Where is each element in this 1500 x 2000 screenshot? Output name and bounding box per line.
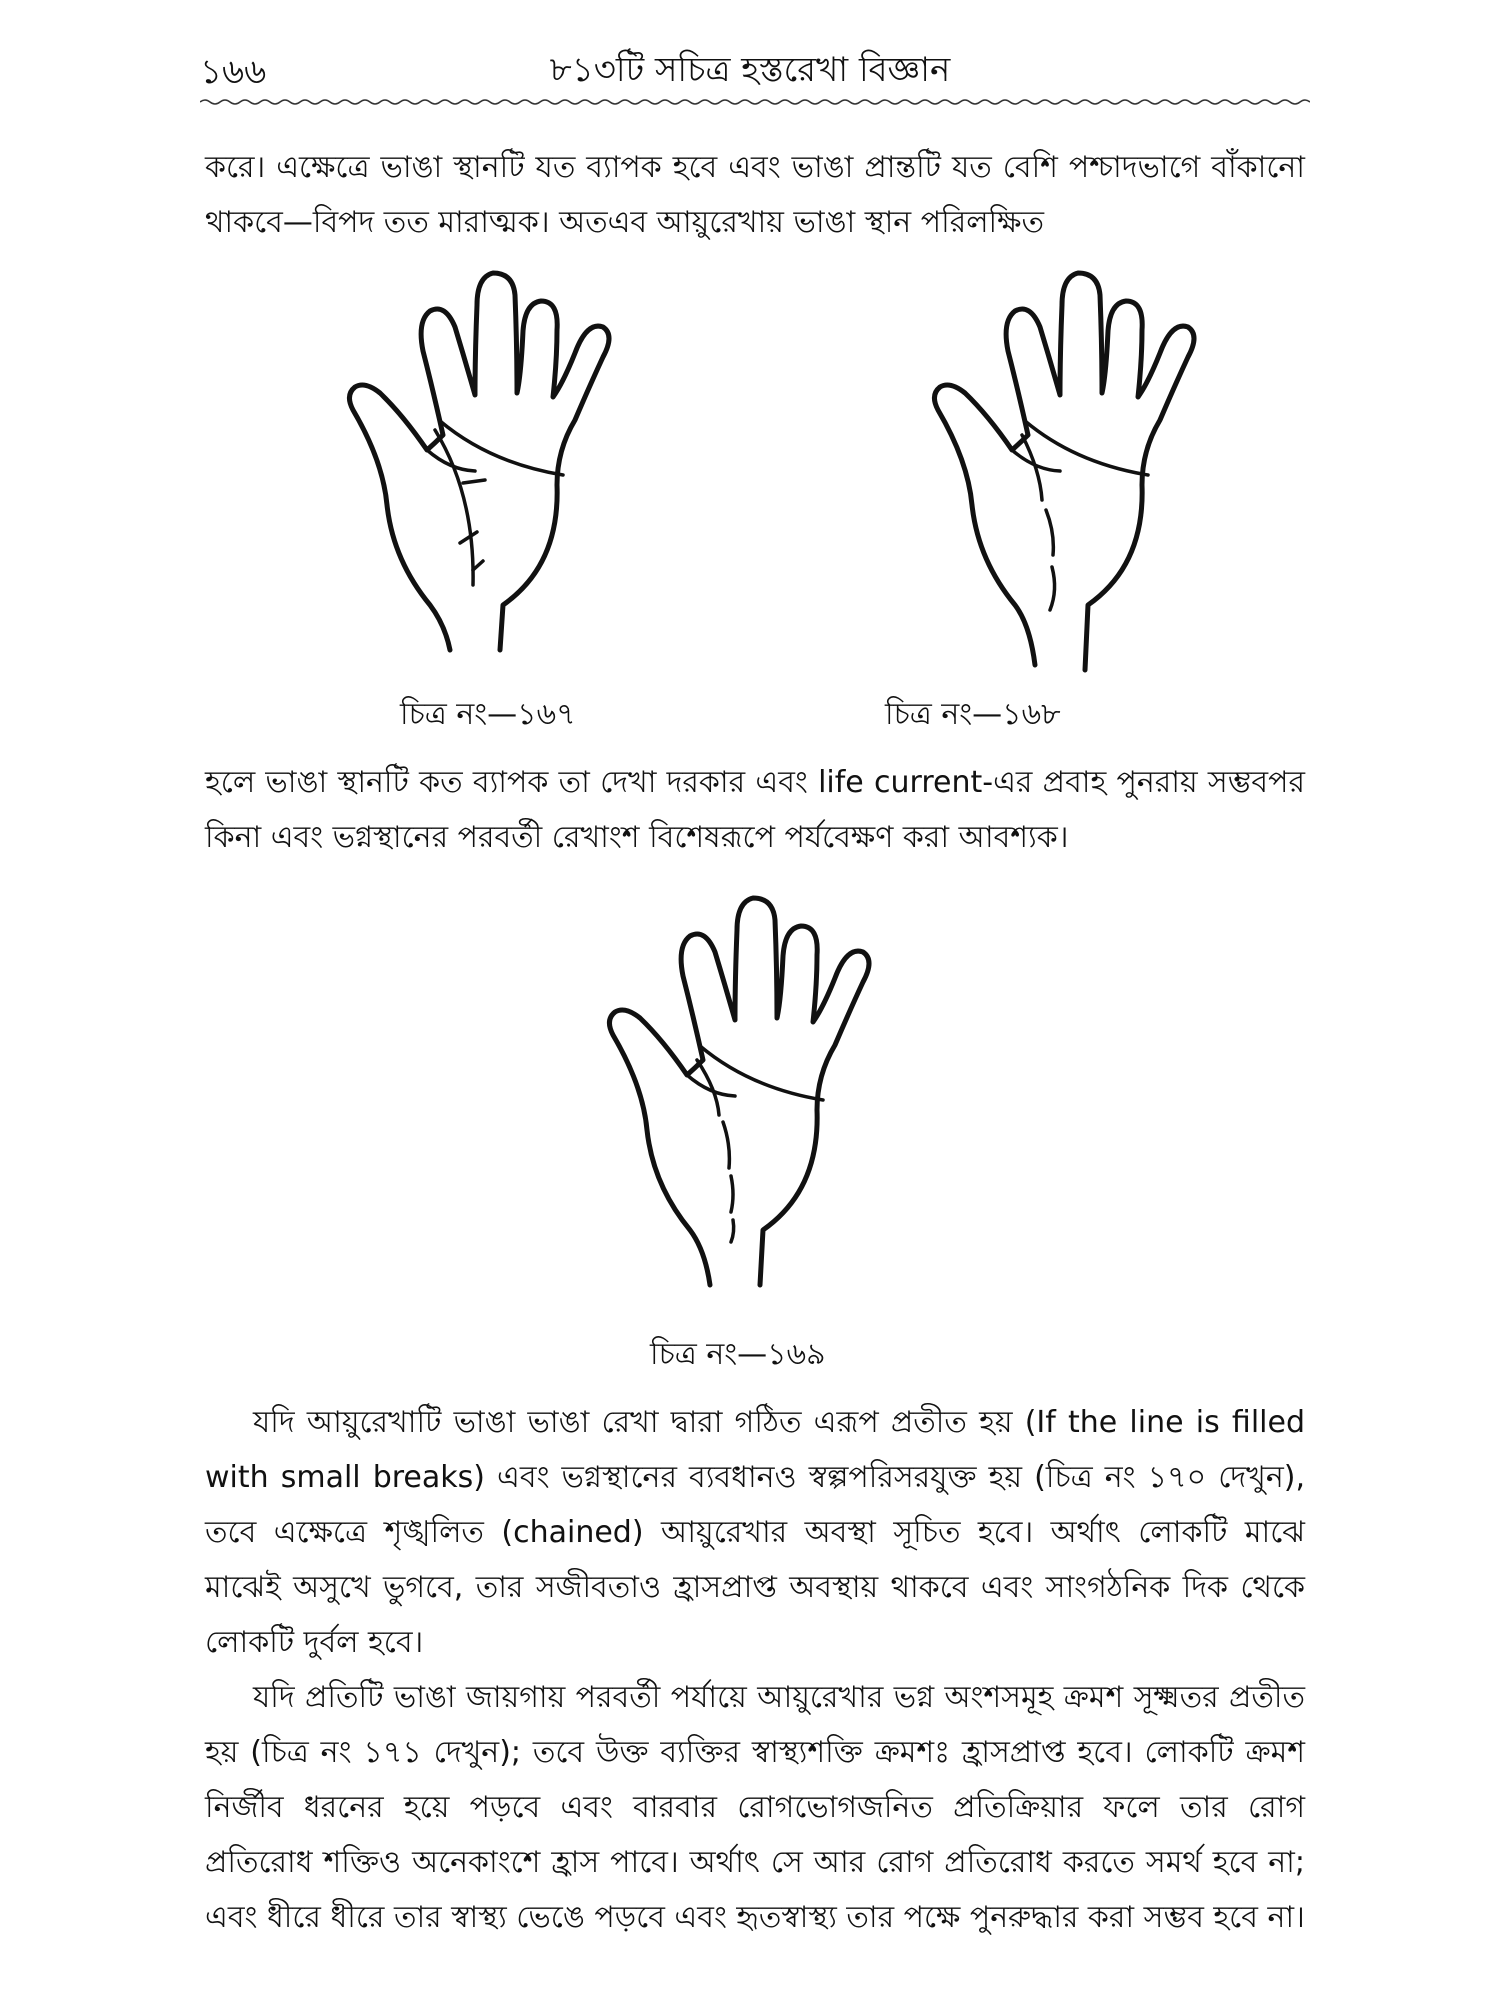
palm-broken-life-line-icon	[910, 265, 1210, 675]
page-header	[200, 40, 1300, 100]
paragraph-4: যদি প্রতিটি ভাঙা জায়গায় পরবর্তী পর্যায়ে আয়ুরেখার ভগ্ন অংশসমূহ ক্রমশ সূক্ষ্মতর প্রতীত হয় (চিত্র নং ১৭১ দেখুন); তবে উক্ত ব্যক্তির স্বাস্থ্যশক্তি ক্রমশঃ হ্রাসপ্রাপ্ত হবে। লোকটি ক্রমশ নির্জীব ধরনের হয়ে পড়বে এবং বারবার রোগভোগজনিত প্রতিক্রিয়ার ফলে তার রোগ প্রতিরোধ শক্তিও অনেকাংশে হ্রাস পাবে। অর্থাৎ সে আর রোগ প্রতিরোধ করতে সমর্থ হবে না; এবং ধীরে ধীরে তার স্বাস্থ্য ভেঙে পড়বে এবং হৃতস্বাস্থ্য তার পক্ষে পুনরুদ্ধার করা সম্ভব হবে না।	[205, 1680, 1305, 1935]
page-number: ১৬৬	[200, 52, 267, 92]
palm-life-line-cross-icon	[325, 265, 625, 655]
book-title: ৮১৩টি সচিত্র হস্তরেখা বিজ্ঞান	[549, 50, 951, 90]
paragraph-2: হলে ভাঙা স্থানটি কত ব্যাপক তা দেখা দরকার এবং life current-এর প্রবাহ পুনরায় সম্ভবপর কিনা এবং ভগ্নস্থানের পরবর্তী রেখাংশ বিশেষরূপে পর্যবেক্ষণ করা আবশ্যক।	[205, 765, 1305, 855]
paragraph-1: করে। এক্ষেত্রে ভাঙা স্থানটি যত ব্যাপক হবে এবং ভাঙা প্রান্তটি যত বেশি পশ্চাদভাগে বাঁকানো থাকবে—বিপদ তত মারাত্মক। অতএব আয়ুরেখায় ভাঙা স্থান পরিলক্ষিত	[205, 150, 1305, 240]
figure-caption-169: চিত্র নং—১৬৯	[650, 1337, 826, 1372]
header-wavy-rule	[200, 98, 1310, 106]
figure-caption-168: চিত্র নং—১৬৮	[885, 697, 1061, 732]
paragraph-3: যদি আয়ুরেখাটি ভাঙা ভাঙা রেখা দ্বারা গঠিত এরূপ প্রতীত হয় (If the line is filled with small breaks) এবং ভগ্নস্থানের ব্যবধানও স্বল্পপরিসরযুক্ত হয় (চিত্র নং ১৭০ দেখুন), তবে এক্ষেত্রে শৃঙ্খলিত (chained) আয়ুরেখার অবস্থা সূচিত হবে। অর্থাৎ লোকটি মাঝে মাঝেই অসুখে ভুগবে, তার সজীবতাও হ্রাসপ্রাপ্ত অবস্থায় থাকবে এবং সাংগঠনিক দিক থেকে লোকটি দুর্বল হবে।	[205, 1405, 1305, 1660]
figure-caption-167: চিত্র নং—১৬৭	[400, 697, 576, 732]
palm-broken-life-line-icon	[585, 890, 885, 1290]
